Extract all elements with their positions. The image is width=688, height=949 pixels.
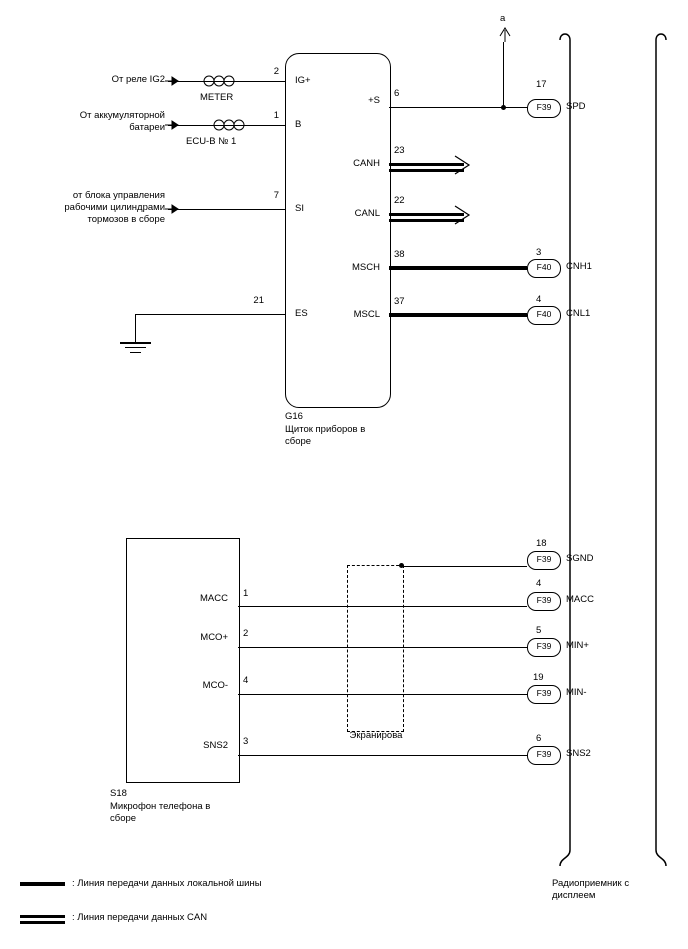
canl-arrow-icon [455, 206, 477, 228]
meter-ecu-id: G16 [285, 411, 303, 422]
meter-pin-label-3: ES [295, 308, 308, 319]
wire-es [135, 314, 285, 315]
can-h-line-2 [389, 169, 464, 172]
meter-pin-num-3: 21 [253, 295, 264, 306]
mic-name-1: Микрофон телефона в [110, 801, 211, 812]
radio-term-label-7: SNS2 [566, 748, 591, 759]
arrow-ig2-icon [165, 74, 181, 88]
fuse-ecub-icon [210, 117, 260, 133]
ground-stem [135, 314, 136, 342]
source-label-brake-3: тормозов в сборе [87, 214, 165, 225]
junction-dot-shield [399, 563, 404, 568]
mic-pin-label-3: SNS2 [203, 740, 228, 751]
radio-term-num-7: 6 [536, 733, 542, 744]
can-l-line-1 [389, 213, 464, 216]
mic-id: S18 [110, 788, 127, 799]
source-label-brake-1: от блока управления [72, 190, 165, 201]
radio-term-label-1: CNH1 [566, 261, 592, 272]
radio-term-label-6: MIN- [566, 687, 587, 698]
radio-conn-6: F39 [527, 685, 561, 704]
source-label-batt-1: От аккумуляторной [79, 110, 165, 121]
mic-pin-label-0: MACC [200, 593, 228, 604]
mic-pin-label-1: MCO+ [200, 632, 228, 643]
mic-pin-num-3: 3 [243, 736, 249, 747]
radio-conn-1: F40 [527, 259, 561, 278]
ground-bar-2 [125, 347, 146, 348]
wire-spd-up [503, 42, 504, 107]
meter-pin-label-0: IG+ [295, 75, 311, 86]
radio-name-2: дисплеем [552, 890, 596, 901]
meter-rpin-label-0: +S [368, 95, 380, 106]
meter-pin-num-1: 1 [273, 110, 279, 121]
legend-text-1: : Линия передачи данных CAN [72, 912, 208, 923]
can-l-line-2 [389, 219, 464, 222]
radio-term-num-6: 19 [533, 672, 544, 683]
radio-term-label-4: MACC [566, 594, 594, 605]
radio-conn-7: F39 [527, 746, 561, 765]
source-label-ig2: От реле IG2 [111, 74, 165, 85]
radio-term-num-0: 17 [536, 79, 547, 90]
source-label-batt-2: батареи [129, 122, 165, 133]
wire-si [168, 209, 285, 210]
radio-term-label-5: MIN+ [566, 640, 589, 651]
arrow-batt-icon [165, 118, 181, 132]
legend-can-line-2-icon [20, 921, 65, 924]
meter-pin-label-2: SI [295, 203, 304, 214]
arrow-brake-icon [165, 202, 181, 216]
radio-term-num-5: 5 [536, 625, 542, 636]
fuse-meter-icon [200, 73, 250, 89]
radio-conn-4: F39 [527, 592, 561, 611]
meter-rpin-label-4: MSCL [353, 309, 380, 320]
source-label-brake-2: рабочими цилиндрами [64, 202, 165, 213]
radio-term-label-0: SPD [566, 101, 586, 112]
meter-rpin-label-1: CANH [353, 158, 380, 169]
radio-conn-3: F39 [527, 551, 561, 570]
mic-pin-num-1: 2 [243, 628, 249, 639]
radio-name-1: Радиоприемник с [552, 878, 630, 889]
radio-term-num-3: 18 [536, 538, 547, 549]
meter-pin-num-2: 7 [273, 190, 279, 201]
mic-pin-num-0: 1 [243, 588, 249, 599]
legend-can-line-1-icon [20, 915, 65, 918]
meter-rpin-label-2: CANL [354, 208, 380, 219]
meter-pin-num-0: 2 [273, 66, 279, 77]
shield-label: Экранирова [349, 730, 403, 741]
meter-rpin-num-4: 37 [394, 296, 405, 307]
radio-conn-2: F40 [527, 306, 561, 325]
legend-bus-line-icon [20, 882, 65, 886]
mic-pin-label-2: MCO- [202, 680, 228, 691]
ground-bar-3 [130, 352, 141, 353]
msch-bus-line [389, 266, 527, 270]
can-h-line-1 [389, 163, 464, 166]
meter-rpin-num-0: 6 [394, 88, 400, 99]
meter-rpin-label-3: MSCH [352, 262, 380, 273]
legend-text-0: : Линия передачи данных локальной шины [72, 878, 262, 889]
radio-conn-0: F39 [527, 99, 561, 118]
radio-term-num-4: 4 [536, 578, 542, 589]
wire-sns2 [238, 755, 527, 756]
radio-term-num-2: 4 [536, 294, 542, 305]
meter-rpin-num-1: 23 [394, 145, 405, 156]
meter-ecu-name-1: Щиток приборов в [285, 424, 366, 435]
radio-term-label-2: CNL1 [566, 308, 591, 319]
radio-conn-5: F39 [527, 638, 561, 657]
meter-rpin-num-3: 38 [394, 249, 405, 260]
canh-arrow-icon [455, 156, 477, 178]
mic-pin-num-2: 4 [243, 675, 249, 686]
meter-pin-label-1: B [295, 119, 302, 130]
ground-bar-1 [120, 342, 151, 344]
radio-term-num-1: 3 [536, 247, 542, 258]
marker-a-arrow [495, 26, 515, 44]
shield-box [347, 565, 404, 732]
wire-sgnd [402, 566, 527, 567]
meter-rpin-num-2: 22 [394, 195, 405, 206]
radio-term-label-3: SGND [566, 553, 594, 564]
fuse-meter-label: METER [200, 92, 234, 103]
mscl-bus-line [389, 313, 527, 317]
marker-a-label: a [500, 13, 506, 24]
mic-name-2: сборе [110, 813, 137, 824]
meter-ecu-name-2: сборе [285, 436, 312, 447]
fuse-ecub-label: ECU-B № 1 [186, 136, 237, 147]
